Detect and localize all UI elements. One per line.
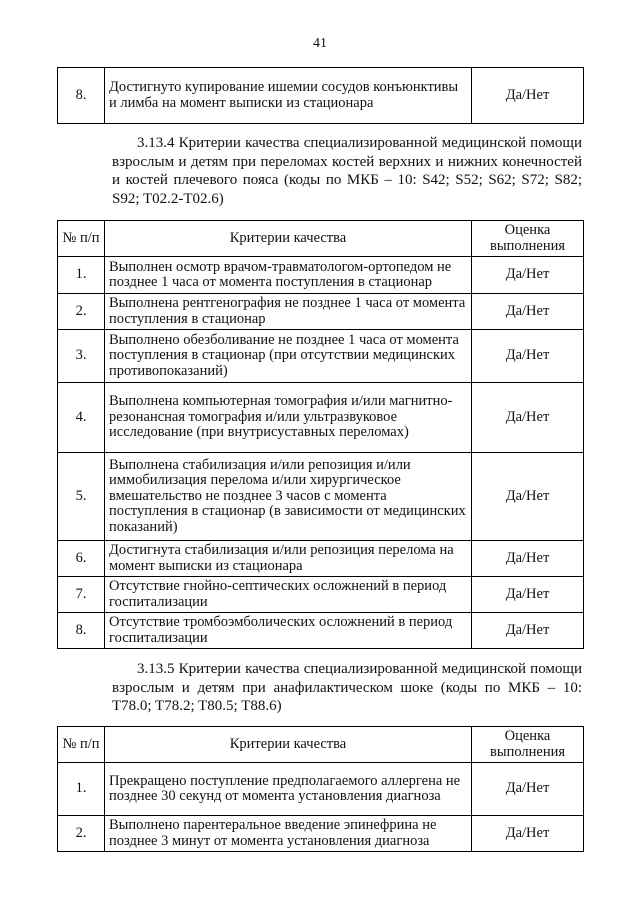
- header-evaluation: Оценка выполнения: [472, 727, 584, 763]
- criteria-table-fractures: [57, 220, 584, 649]
- row-number: 4.: [58, 383, 105, 453]
- criteria-table-continued: [57, 67, 584, 124]
- row-criterion: Выполнена стабилизация и/или репозиция и/или иммобилизация перелома и/или хирургическое вмешательство не позднее 3 часов с момента поступления в стационар (в зависимости от медицинских показаний): [105, 453, 472, 541]
- table-row: [58, 383, 584, 453]
- header-criterion: Критерии качества: [105, 727, 472, 763]
- table-header-row: [58, 221, 584, 257]
- row-number: 2.: [58, 294, 105, 330]
- row-criterion: Выполнен осмотр врачом-травматологом-ортопедом не позднее 1 часа от момента поступления в стационар: [105, 257, 472, 294]
- header-evaluation: Оценка выполнения: [472, 221, 584, 257]
- table-row: [58, 613, 584, 649]
- header-number: № п/п: [58, 727, 105, 763]
- row-criterion: Выполнено парентеральное введение эпинефрина не позднее 3 минут от момента установления диагноза: [105, 816, 472, 852]
- row-evaluation: Да/Нет: [472, 816, 584, 852]
- row-number: 1.: [58, 763, 105, 816]
- table-row: [58, 763, 584, 816]
- page-number: 41: [313, 36, 327, 51]
- row-criterion: Отсутствие гнойно-септических осложнений в период госпитализации: [105, 577, 472, 613]
- header-number: № п/п: [58, 221, 105, 257]
- table-row: [58, 68, 584, 124]
- row-evaluation: Да/Нет: [472, 383, 584, 453]
- row-evaluation: Да/Нет: [472, 763, 584, 816]
- row-evaluation: Да/Нет: [472, 541, 584, 577]
- table-row: [58, 330, 584, 383]
- row-evaluation: Да/Нет: [472, 613, 584, 649]
- table-row: [58, 541, 584, 577]
- row-number: 5.: [58, 453, 105, 541]
- table-row: [58, 816, 584, 852]
- row-number: 8.: [58, 613, 105, 649]
- row-evaluation: Да/Нет: [472, 294, 584, 330]
- row-criterion: Отсутствие тромбоэмболических осложнений в период госпитализации: [105, 613, 472, 649]
- section-heading-3-13-5: 3.13.5 Критерии качества специализированной медицинской помощи взрослым и детям при анафилактическом шоке (коды по МКБ – 10: T78.0; T78.2; T80.5; T88.6): [112, 661, 582, 714]
- row-number: 1.: [58, 257, 105, 294]
- row-criterion: Прекращено поступление предполагаемого аллергена не позднее 30 секунд от момента установления диагноза: [105, 763, 472, 816]
- row-number: 7.: [58, 577, 105, 613]
- row-evaluation: Да/Нет: [472, 330, 584, 383]
- row-criterion: Достигнуто купирование ишемии сосудов конъюнктивы и лимба на момент выписки из стационара: [105, 68, 472, 124]
- table-row: [58, 257, 584, 294]
- row-number: 2.: [58, 816, 105, 852]
- row-evaluation: Да/Нет: [472, 68, 584, 124]
- row-evaluation: Да/Нет: [472, 453, 584, 541]
- section-heading-3-13-4: 3.13.4 Критерии качества специализированной медицинской помощи взрослым и детям при переломах костей верхних и нижних конечностей и костей плечевого пояса (коды по МКБ – 10: S42; S52; S62; S72; S82; S92; T02.2-T02.6): [112, 135, 582, 207]
- row-criterion: Выполнена рентгенография не позднее 1 часа от момента поступления в стационар: [105, 294, 472, 330]
- row-number: 6.: [58, 541, 105, 577]
- table-row: [58, 453, 584, 541]
- row-criterion: Выполнено обезболивание не позднее 1 часа от момента поступления в стационар (при отсутствии медицинских противопоказаний): [105, 330, 472, 383]
- row-number: 3.: [58, 330, 105, 383]
- table-header-row: [58, 727, 584, 763]
- header-criterion: Критерии качества: [105, 221, 472, 257]
- table-row: [58, 577, 584, 613]
- row-number: 8.: [58, 68, 105, 124]
- table-row: [58, 294, 584, 330]
- row-criterion: Выполнена компьютерная томография и/или магнитно-резонансная томография и/или ультразвуковое исследование (при внутрисуставных переломах): [105, 383, 472, 453]
- row-evaluation: Да/Нет: [472, 257, 584, 294]
- row-criterion: Достигнута стабилизация и/или репозиция перелома на момент выписки из стационара: [105, 541, 472, 577]
- criteria-table-anaphylaxis: [57, 726, 584, 852]
- row-evaluation: Да/Нет: [472, 577, 584, 613]
